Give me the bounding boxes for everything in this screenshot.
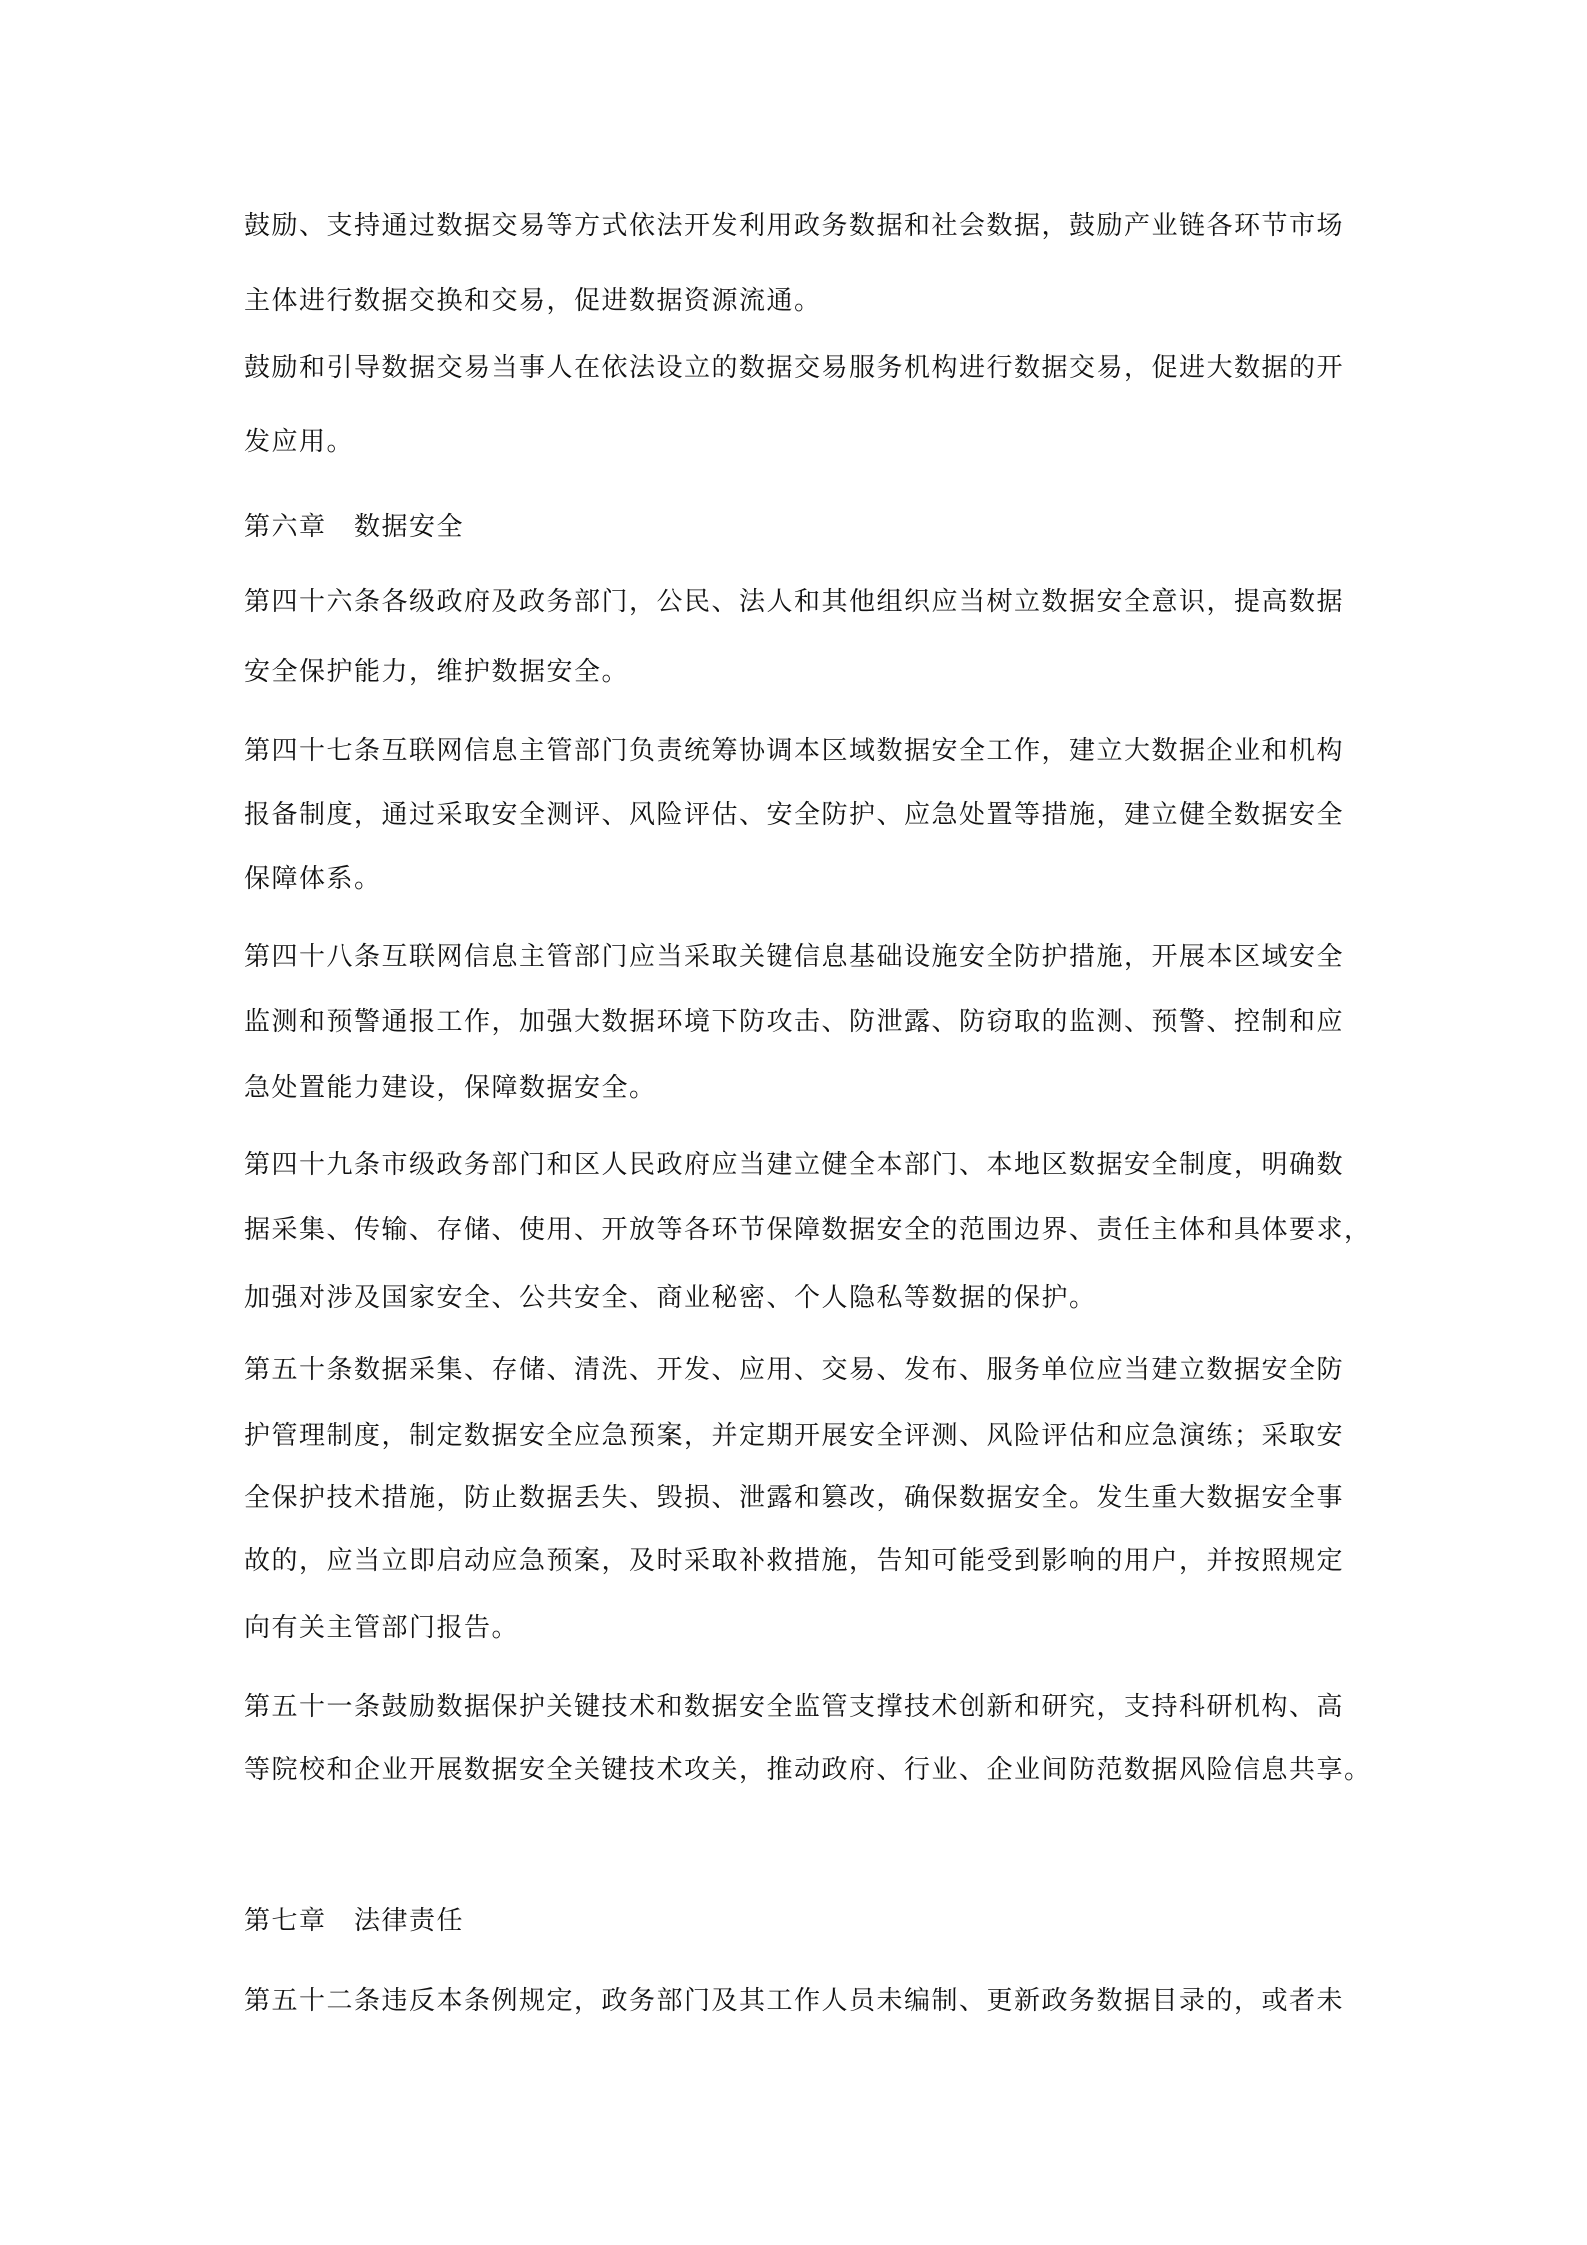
paragraph-line: 主体进行数据交换和交易，促进数据资源流通。 <box>244 286 822 316</box>
paragraph-line: 第四十九条市级政务部门和区人民政府应当建立健全本部门、本地区数据安全制度，明确数 <box>244 1150 1345 1180</box>
paragraph-line: 全保护技术措施，防止数据丢失、毁损、泄露和篡改，确保数据安全。发生重大数据安全事 <box>244 1483 1345 1513</box>
paragraph-line: 监测和预警通报工作，加强大数据环境下防攻击、防泄露、防窃取的监测、预警、控制和应 <box>244 1007 1345 1037</box>
paragraph-line: 加强对涉及国家安全、公共安全、商业秘密、个人隐私等数据的保护。 <box>244 1283 1097 1313</box>
paragraph-line: 第四十六条各级政府及政务部门，公民、法人和其他组织应当树立数据安全意识，提高数据 <box>244 587 1345 617</box>
paragraph-line: 安全保护能力，维护数据安全。 <box>244 657 630 687</box>
paragraph-line: 据采集、传输、存储、使用、开放等各环节保障数据安全的范围边界、责任主体和具体要求， <box>244 1215 1372 1245</box>
paragraph-line: 鼓励、支持通过数据交易等方式依法开发利用政务数据和社会数据，鼓励产业链各环节市场 <box>244 211 1345 241</box>
paragraph-line: 急处置能力建设，保障数据安全。 <box>244 1073 657 1103</box>
chapter-heading: 第七章 法律责任 <box>244 1906 465 1936</box>
paragraph-line: 向有关主管部门报告。 <box>244 1613 520 1643</box>
paragraph-line: 第四十七条互联网信息主管部门负责统筹协调本区域数据安全工作，建立大数据企业和机构 <box>244 736 1345 766</box>
paragraph-line: 发应用。 <box>244 427 355 457</box>
paragraph-line: 第五十条数据采集、存储、清洗、开发、应用、交易、发布、服务单位应当建立数据安全防 <box>244 1355 1345 1385</box>
paragraph-line: 第五十二条违反本条例规定，政务部门及其工作人员未编制、更新政务数据目录的，或者未 <box>244 1986 1345 2016</box>
paragraph-line: 第四十八条互联网信息主管部门应当采取关键信息基础设施安全防护措施，开展本区域安全 <box>244 942 1345 972</box>
paragraph-line: 第五十一条鼓励数据保护关键技术和数据安全监管支撑技术创新和研究，支持科研机构、高 <box>244 1692 1345 1722</box>
chapter-heading: 第六章 数据安全 <box>244 512 465 542</box>
paragraph-line: 报备制度，通过采取安全测评、风险评估、安全防护、应急处置等措施，建立健全数据安全 <box>244 800 1345 830</box>
paragraph-line: 护管理制度，制定数据安全应急预案，并定期开展安全评测、风险评估和应急演练；采取安 <box>244 1421 1345 1451</box>
paragraph-line: 鼓励和引导数据交易当事人在依法设立的数据交易服务机构进行数据交易，促进大数据的开 <box>244 353 1345 383</box>
paragraph-line: 故的，应当立即启动应急预案，及时采取补救措施，告知可能受到影响的用户，并按照规定 <box>244 1546 1345 1576</box>
paragraph-line: 等院校和企业开展数据安全关键技术攻关，推动政府、行业、企业间防范数据风险信息共享。 <box>244 1755 1372 1785</box>
paragraph-line: 保障体系。 <box>244 864 382 894</box>
